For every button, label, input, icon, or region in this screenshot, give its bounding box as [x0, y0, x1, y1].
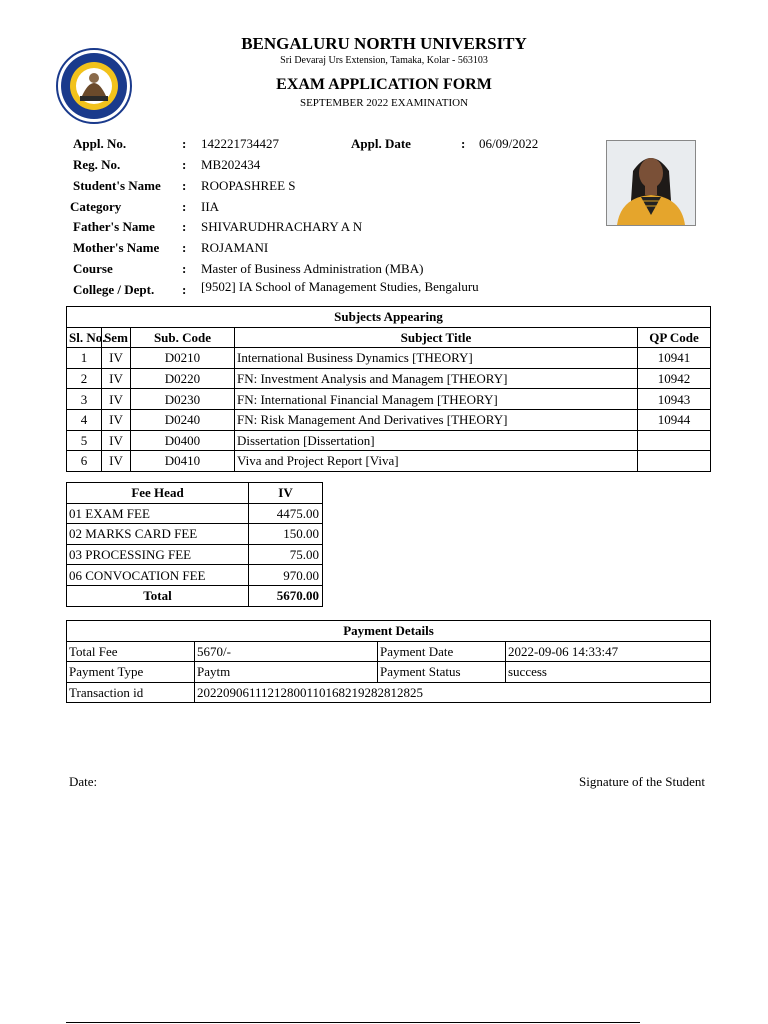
table-row — [67, 389, 711, 410]
sem-cell: IV — [102, 409, 131, 430]
fee-total-row — [67, 585, 323, 606]
form-subtitle: SEPTEMBER 2022 EXAMINATION — [299, 97, 469, 109]
fee-head-cell: 03 PROCESSING FEE — [67, 544, 249, 565]
qp-code-cell — [638, 451, 711, 472]
column-header: IV — [249, 483, 323, 504]
sl-no-cell: 5 — [67, 430, 102, 451]
qp-code-cell — [638, 430, 711, 451]
colon: : — [182, 178, 187, 193]
fee-head-cell: 06 CONVOCATION FEE — [67, 565, 249, 586]
appl-date-value: 06/09/2022 — [479, 136, 539, 151]
payment-table — [66, 620, 711, 703]
sub-code-cell: D0210 — [131, 348, 235, 369]
table-row — [67, 451, 711, 472]
sub-code-cell: D0230 — [131, 389, 235, 410]
payment-date-value: 2022-09-06 14:33:47 — [506, 641, 711, 662]
column-header: Subject Title — [235, 327, 638, 348]
subject-title-cell: Dissertation [Dissertation] — [235, 430, 638, 451]
total-fee-value: 5670/- — [195, 641, 378, 662]
fee-header-row — [67, 483, 323, 504]
sl-no-cell: 3 — [67, 389, 102, 410]
column-header: Sl. No. — [67, 327, 102, 348]
table-row — [67, 641, 711, 662]
appl-no-label: Appl. No. — [73, 136, 127, 151]
subject-title-cell: FN: Investment Analysis and Managem [THEORY] — [235, 368, 638, 389]
category-value: IIA — [201, 199, 220, 214]
sub-code-cell: D0410 — [131, 451, 235, 472]
student-photo — [606, 140, 696, 226]
payment-status-label: Payment Status — [378, 662, 506, 683]
college-label: College / Dept. — [73, 282, 155, 297]
colon: : — [461, 136, 466, 151]
footer-divider — [66, 1022, 640, 1023]
student-name-label: Student's Name — [73, 178, 161, 193]
subject-title-cell: FN: Risk Management And Derivatives [THEORY] — [235, 409, 638, 430]
subjects-title: Subjects Appearing — [67, 307, 711, 328]
colon: : — [182, 199, 187, 214]
qp-code-cell: 10941 — [638, 348, 711, 369]
column-header: Sub. Code — [131, 327, 235, 348]
subjects-table — [66, 306, 711, 472]
university-name: BENGALURU NORTH UNIVERSITY — [241, 34, 527, 53]
table-row — [67, 565, 323, 586]
student-name-value: ROOPASHREE S — [201, 178, 296, 193]
colon: : — [182, 240, 187, 255]
qp-code-cell: 10944 — [638, 409, 711, 430]
sem-cell: IV — [102, 368, 131, 389]
sl-no-cell: 1 — [67, 348, 102, 369]
reg-no-value: MB202434 — [201, 157, 261, 172]
sem-cell: IV — [102, 348, 131, 369]
total-fee-label: Total Fee — [67, 641, 195, 662]
colon: : — [182, 157, 187, 172]
subject-title-cell: Viva and Project Report [Viva] — [235, 451, 638, 472]
subject-title-cell: FN: International Financial Managem [THEORY] — [235, 389, 638, 410]
sl-no-cell: 2 — [67, 368, 102, 389]
colon: : — [182, 261, 187, 276]
colon: : — [182, 136, 187, 151]
sl-no-cell: 6 — [67, 451, 102, 472]
sub-code-cell: D0220 — [131, 368, 235, 389]
college-value: [9502] IA School of Management Studies, Bengaluru — [201, 279, 479, 294]
table-row — [67, 430, 711, 451]
mother-name-value: ROJAMANI — [201, 240, 269, 255]
signature-label: Signature of the Student — [578, 774, 705, 789]
father-name-value: SHIVARUDHRACHARY A N — [201, 219, 363, 234]
colon: : — [182, 282, 187, 297]
payment-title: Payment Details — [67, 621, 711, 642]
subject-title-cell: International Business Dynamics [THEORY] — [235, 348, 638, 369]
category-label: Category — [70, 199, 122, 214]
table-row — [67, 503, 323, 524]
sl-no-cell: 4 — [67, 409, 102, 430]
table-row — [67, 524, 323, 545]
sem-cell: IV — [102, 430, 131, 451]
column-header: QP Code — [638, 327, 711, 348]
form-title: EXAM APPLICATION FORM — [276, 76, 492, 93]
reg-no-label: Reg. No. — [73, 157, 121, 172]
appl-no-value: 142221734427 — [201, 136, 279, 151]
fee-table — [66, 482, 323, 607]
table-row — [67, 682, 711, 703]
fee-amount-cell: 4475.00 — [249, 503, 323, 524]
sub-code-cell: D0400 — [131, 430, 235, 451]
colon: : — [182, 219, 187, 234]
payment-status-value: success — [506, 662, 711, 683]
transaction-id-value: 20220906111212800110168219282812825 — [195, 682, 711, 703]
transaction-id-label: Transaction id — [67, 682, 195, 703]
course-label: Course — [73, 261, 113, 276]
mother-name-label: Mother's Name — [73, 240, 160, 255]
fee-total-label: Total — [67, 585, 249, 606]
fee-amount-cell: 970.00 — [249, 565, 323, 586]
father-name-label: Father's Name — [73, 219, 155, 234]
table-row — [67, 662, 711, 683]
column-header: Fee Head — [67, 483, 249, 504]
payment-date-label: Payment Date — [378, 641, 506, 662]
fee-total-value: 5670.00 — [249, 585, 323, 606]
university-address: Sri Devaraj Urs Extension, Tamaka, Kolar - 563103 — [280, 55, 488, 66]
course-value: Master of Business Administration (MBA) — [201, 261, 424, 276]
appl-date-label: Appl. Date — [351, 136, 411, 151]
fee-amount-cell: 75.00 — [249, 544, 323, 565]
sem-cell: IV — [102, 451, 131, 472]
table-row — [67, 348, 711, 369]
sem-cell: IV — [102, 389, 131, 410]
payment-type-value: Paytm — [195, 662, 378, 683]
date-label: Date: — [69, 774, 98, 789]
table-row — [67, 544, 323, 565]
qp-code-cell: 10943 — [638, 389, 711, 410]
payment-type-label: Payment Type — [67, 662, 195, 683]
column-header: Sem — [102, 327, 131, 348]
subjects-header-row — [67, 327, 711, 348]
sub-code-cell: D0240 — [131, 409, 235, 430]
fee-head-cell: 02 MARKS CARD FEE — [67, 524, 249, 545]
qp-code-cell: 10942 — [638, 368, 711, 389]
table-row — [67, 368, 711, 389]
table-row — [67, 409, 711, 430]
fee-amount-cell: 150.00 — [249, 524, 323, 545]
fee-head-cell: 01 EXAM FEE — [67, 503, 249, 524]
